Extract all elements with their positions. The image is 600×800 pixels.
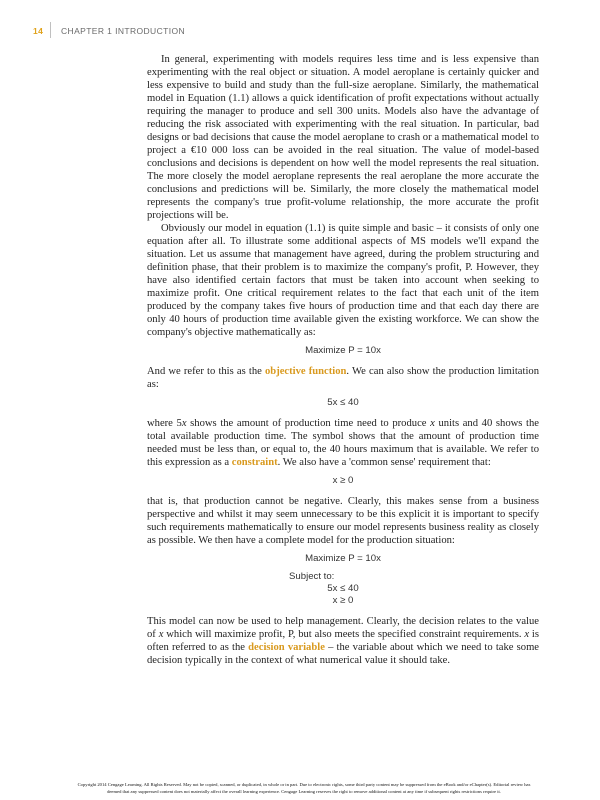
paragraph-5: that is, that production cannot be negative. Clearly, this makes sense from a business perspective and whilst it may seem unnecessary to be this explicit it is important to specify such requirements mathematically to ensure our model represents business reality as closely as possible. We then have a complete model for the production situation: (147, 496, 539, 546)
paragraph-2: Obviously our model in equation (1.1) is quite simple and basic – it consists of only one equation after all. To illustrate some additional aspects of MS models we'll expand the situation. Let us assume that management have agreed, during the problem structuring and definition phase, that their problem is to maximize the company's profit, P. However, they have also identified certain factors that must be taken into account when seeking to maximize profit. One critical requirement relates to the fact that each unit of the item produced by the company takes five hours of production time and that each day there are only 40 hours of production time available given the existing workforce. We can show the company's objective mathematically as: (147, 223, 539, 338)
paragraph-4: where 5x shows the amount of production time need to produce x units and 40 shows the total available production time. The symbol shows that the amount of production time needed must be less than, or equal to, the 40 hours maximum that is available. We refer to this expression as a constraint. We also have a 'common sense' requirement that: (147, 418, 539, 468)
model-objective: Maximize P = 10x (305, 553, 381, 564)
body-text (147, 53, 539, 667)
paragraph-3: And we refer to this as the objective function. We can also show the production limitation as: (147, 366, 539, 390)
keyword-decision-variable: decision variable (248, 642, 325, 653)
paragraph-6: This model can now be used to help management. Clearly, the decision relates to the value of x which will maximize profit, P, but also meets the specified constraint requirements. x is often referred to as the decision variable – the variable about which we need to take some decision typically in the context of what numerical value it should take. (147, 616, 540, 666)
paragraph-1: In general, experimenting with models requires less time and is less expensive than experimenting with the real object or situation. A model aeroplane is certainly quicker and less expensive to build and study than the full-size aeroplane. Similarly, the mathematical model in Equation (1.1) allows a quick identification of profit expectations without actually requiring the manager to produce and sell 300 units. Models also have the advantage of reducing the risk associated with experimenting with the real situation. In particular, bad designs or bad decisions that cause the model aeroplane to crash or a mathematical model to project a €10 000 loss can be avoided in the real situation. The value of model-based conclusions and decisions is dependent on how well the model represents the real situation. The more closely the model aeroplane represents the real aeroplane the more accurate the conclusions and predictions will be. Similarly, the more closely the mathematical model represents the company's true profit-volume relationship, the more accurate the profit projections will be. (147, 54, 539, 221)
footer-line-2: deemed that any suppressed content does not materially affect the overall learning experience. Cengage Learning reserves the right to remove additional content at any time if subsequent rights restrictions require it. (107, 789, 501, 794)
equation-nonnegativity: x ≥ 0 (332, 475, 354, 486)
page-number: 14 (33, 26, 44, 36)
page-header (0, 22, 600, 38)
keyword-constraint: constraint (231, 457, 278, 468)
model-constraint-2: x ≥ 0 (332, 595, 354, 606)
header-divider (50, 22, 51, 38)
equation-objective: Maximize P = 10x (305, 345, 381, 356)
keyword-objective-function: objective function (265, 366, 347, 377)
model-constraint-1: 5x ≤ 40 (327, 583, 359, 594)
model-subject-to: Subject to: (289, 571, 335, 582)
equation-production: 5x ≤ 40 (327, 397, 359, 408)
footer-line-1: Copyright 2014 Cengage Learning. All Rights Reserved. May not be copied, scanned, or duplicated, in whole or in part. Due to electronic rights, some third party content may be suppressed from the eBook and/or eChapter(s). Editorial review has (77, 782, 531, 787)
copyright-footer (30, 781, 578, 795)
complete-model (147, 553, 539, 607)
chapter-title: CHAPTER 1 INTRODUCTION (61, 26, 186, 36)
